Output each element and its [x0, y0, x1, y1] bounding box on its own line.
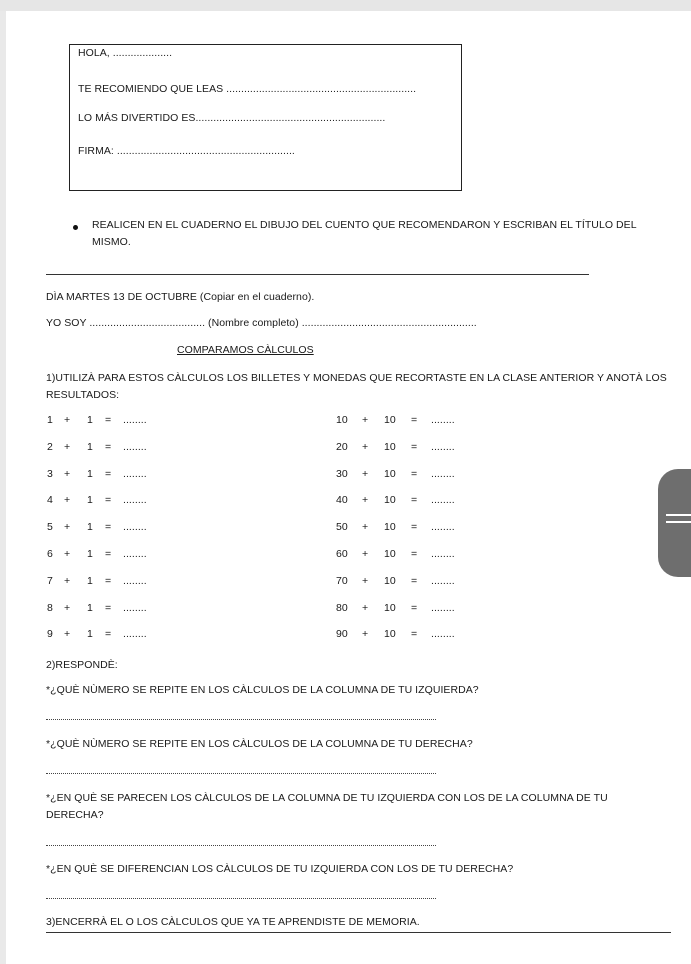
- right_column-calc-ans: ........: [431, 494, 455, 506]
- right_column-calc-ans: ........: [431, 521, 455, 533]
- left_column-calc-a: 1: [47, 414, 53, 426]
- left_column-calc-ans: ........: [123, 602, 147, 614]
- left_column-calc-a: 5: [47, 521, 53, 533]
- right_column-calc-b: 10: [384, 441, 396, 453]
- viewer-top-bar: [0, 0, 691, 11]
- right_column-calc-op: +: [362, 628, 369, 640]
- right_column-calc-a: 30: [336, 468, 348, 480]
- right_column-calc-ans: ........: [431, 548, 455, 560]
- left_column-calc-b: 1: [87, 494, 93, 506]
- document-page: [6, 11, 691, 964]
- left_column-calc-b: 1: [87, 548, 93, 560]
- left_column-calc-eq: =: [105, 628, 112, 640]
- right_column-calc-b: 10: [384, 414, 396, 426]
- left_column-calc-b: 1: [87, 441, 93, 453]
- right_column-calc-eq: =: [411, 468, 418, 480]
- right_column-calc-a: 20: [336, 441, 348, 453]
- left_column-calc-eq: =: [105, 414, 112, 426]
- section-divider: [46, 274, 589, 275]
- right_column-calc-a: 90: [336, 628, 348, 640]
- right_column-calc-eq: =: [411, 414, 418, 426]
- left_column-calc-op: +: [64, 602, 71, 614]
- left_column-calc-op: +: [64, 441, 71, 453]
- left_column-calc-b: 1: [87, 468, 93, 480]
- left_column-calc-op: +: [64, 468, 71, 480]
- bullet-text-line-2: MISMO.: [92, 236, 131, 248]
- left_column-calc-ans: ........: [123, 521, 147, 533]
- right_column-calc-ans: ........: [431, 628, 455, 640]
- right_column-calc-a: 10: [336, 414, 348, 426]
- right_column-calc-op: +: [362, 468, 369, 480]
- right_column-calc-b: 10: [384, 602, 396, 614]
- right_column-calc-b: 10: [384, 468, 396, 480]
- right_column-calc-b: 10: [384, 521, 396, 533]
- left_column-calc-ans: ........: [123, 628, 147, 640]
- left_column-calc-a: 2: [47, 441, 53, 453]
- left_column-calc-op: +: [64, 548, 71, 560]
- handle-grip-icon: [666, 521, 691, 523]
- right_column-calc-a: 70: [336, 575, 348, 587]
- task1-line-2: RESULTADOS:: [46, 389, 120, 401]
- right_column-calc-a: 40: [336, 494, 348, 506]
- bullet-text-line-1: REALICEN EN EL CUADERNO EL DIBUJO DEL CUENTO QUE RECOMENDARON Y ESCRIBAN EL TÍTULO DEL: [92, 219, 637, 231]
- left_column-calc-eq: =: [105, 441, 112, 453]
- right_column-calc-ans: ........: [431, 602, 455, 614]
- right_column-calc-eq: =: [411, 521, 418, 533]
- task3-line: 3)ENCERRÀ EL O LOS CÀLCULOS QUE YA TE APRENDISTE DE MEMORIA.: [46, 916, 420, 928]
- left_column-calc-eq: =: [105, 521, 112, 533]
- card-hola-line: HOLA, ....................: [78, 47, 173, 59]
- answer-line-4: [46, 898, 436, 899]
- left_column-calc-a: 9: [47, 628, 53, 640]
- left_column-calc-b: 1: [87, 414, 93, 426]
- right_column-calc-op: +: [362, 494, 369, 506]
- left_column-calc-eq: =: [105, 548, 112, 560]
- right_column-calc-ans: ........: [431, 468, 455, 480]
- right_column-calc-b: 10: [384, 628, 396, 640]
- left_column-calc-a: 8: [47, 602, 53, 614]
- right_column-calc-ans: ........: [431, 414, 455, 426]
- left_column-calc-op: +: [64, 494, 71, 506]
- card-firma-line: FIRMA: ............................................................: [78, 145, 295, 157]
- right_column-calc-op: +: [362, 521, 369, 533]
- left_column-calc-ans: ........: [123, 468, 147, 480]
- right_column-calc-eq: =: [411, 494, 418, 506]
- left_column-calc-ans: ........: [123, 575, 147, 587]
- answer-line-2: [46, 773, 436, 774]
- right_column-calc-op: +: [362, 414, 369, 426]
- right_column-calc-ans: ........: [431, 441, 455, 453]
- handle-grip-icon: [666, 514, 691, 516]
- left_column-calc-ans: ........: [123, 441, 147, 453]
- left_column-calc-a: 3: [47, 468, 53, 480]
- right_column-calc-a: 80: [336, 602, 348, 614]
- left_column-calc-op: +: [64, 414, 71, 426]
- right_column-calc-op: +: [362, 602, 369, 614]
- left_column-calc-eq: =: [105, 468, 112, 480]
- section-heading: COMPARAMOS CÀLCULOS: [177, 344, 314, 356]
- left_column-calc-op: +: [64, 521, 71, 533]
- right_column-calc-a: 60: [336, 548, 348, 560]
- bullet-dot-icon: [73, 225, 78, 230]
- card-divertido-line: LO MÁS DIVERTIDO ES................................................................: [78, 112, 386, 124]
- question-2: *¿QUÈ NÙMERO SE REPITE EN LOS CÀLCULOS DE LA COLUMNA DE TU DERECHA?: [46, 738, 473, 750]
- right_column-calc-op: +: [362, 548, 369, 560]
- right_column-calc-eq: =: [411, 548, 418, 560]
- answer-line-1: [46, 719, 436, 720]
- question-1: *¿QUÈ NÙMERO SE REPITE EN LOS CÀLCULOS DE LA COLUMNA DE TU IZQUIERDA?: [46, 684, 479, 696]
- question-4: *¿EN QUÈ SE DIFERENCIAN LOS CÀLCULOS DE TU IZQUIERDA CON LOS DE TU DERECHA?: [46, 863, 514, 875]
- left_column-calc-eq: =: [105, 575, 112, 587]
- left_column-calc-b: 1: [87, 602, 93, 614]
- left_column-calc-ans: ........: [123, 414, 147, 426]
- side-panel-handle[interactable]: [658, 469, 691, 577]
- right_column-calc-a: 50: [336, 521, 348, 533]
- left_column-calc-op: +: [64, 628, 71, 640]
- right_column-calc-eq: =: [411, 602, 418, 614]
- left_column-calc-ans: ........: [123, 548, 147, 560]
- card-recomiendo-line: TE RECOMIENDO QUE LEAS ................................................................: [78, 83, 417, 95]
- right_column-calc-eq: =: [411, 628, 418, 640]
- left_column-calc-a: 7: [47, 575, 53, 587]
- left_column-calc-ans: ........: [123, 494, 147, 506]
- name-line: YO SOY ....................................... (Nombre completo) ...........................................................: [46, 317, 477, 329]
- right_column-calc-ans: ........: [431, 575, 455, 587]
- date-line: DÌA MARTES 13 DE OCTUBRE (Copiar en el cuaderno).: [46, 291, 315, 303]
- question-3-line-2: DERECHA?: [46, 809, 104, 821]
- left_column-calc-b: 1: [87, 628, 93, 640]
- left_column-calc-b: 1: [87, 521, 93, 533]
- task2-title: 2)RESPONDÈ:: [46, 659, 118, 671]
- question-3-line-1: *¿EN QUÈ SE PARECEN LOS CÀLCULOS DE LA COLUMNA DE TU IZQUIERDA CON LOS DE LA COLUMNA DE TU: [46, 792, 608, 804]
- left_column-calc-eq: =: [105, 602, 112, 614]
- task1-line-1: 1)UTILIZÀ PARA ESTOS CÀLCULOS LOS BILLETES Y MONEDAS QUE RECORTASTE EN LA CLASE ANTERIOR Y ANOTÀ LOS: [46, 372, 667, 384]
- right_column-calc-op: +: [362, 441, 369, 453]
- left_column-calc-a: 6: [47, 548, 53, 560]
- left_column-calc-op: +: [64, 575, 71, 587]
- left_column-calc-b: 1: [87, 575, 93, 587]
- right_column-calc-b: 10: [384, 548, 396, 560]
- right_column-calc-b: 10: [384, 494, 396, 506]
- bottom-rule: [46, 932, 671, 933]
- left_column-calc-eq: =: [105, 494, 112, 506]
- right_column-calc-eq: =: [411, 441, 418, 453]
- right_column-calc-op: +: [362, 575, 369, 587]
- right_column-calc-eq: =: [411, 575, 418, 587]
- answer-line-3: [46, 845, 436, 846]
- left_column-calc-a: 4: [47, 494, 53, 506]
- right_column-calc-b: 10: [384, 575, 396, 587]
